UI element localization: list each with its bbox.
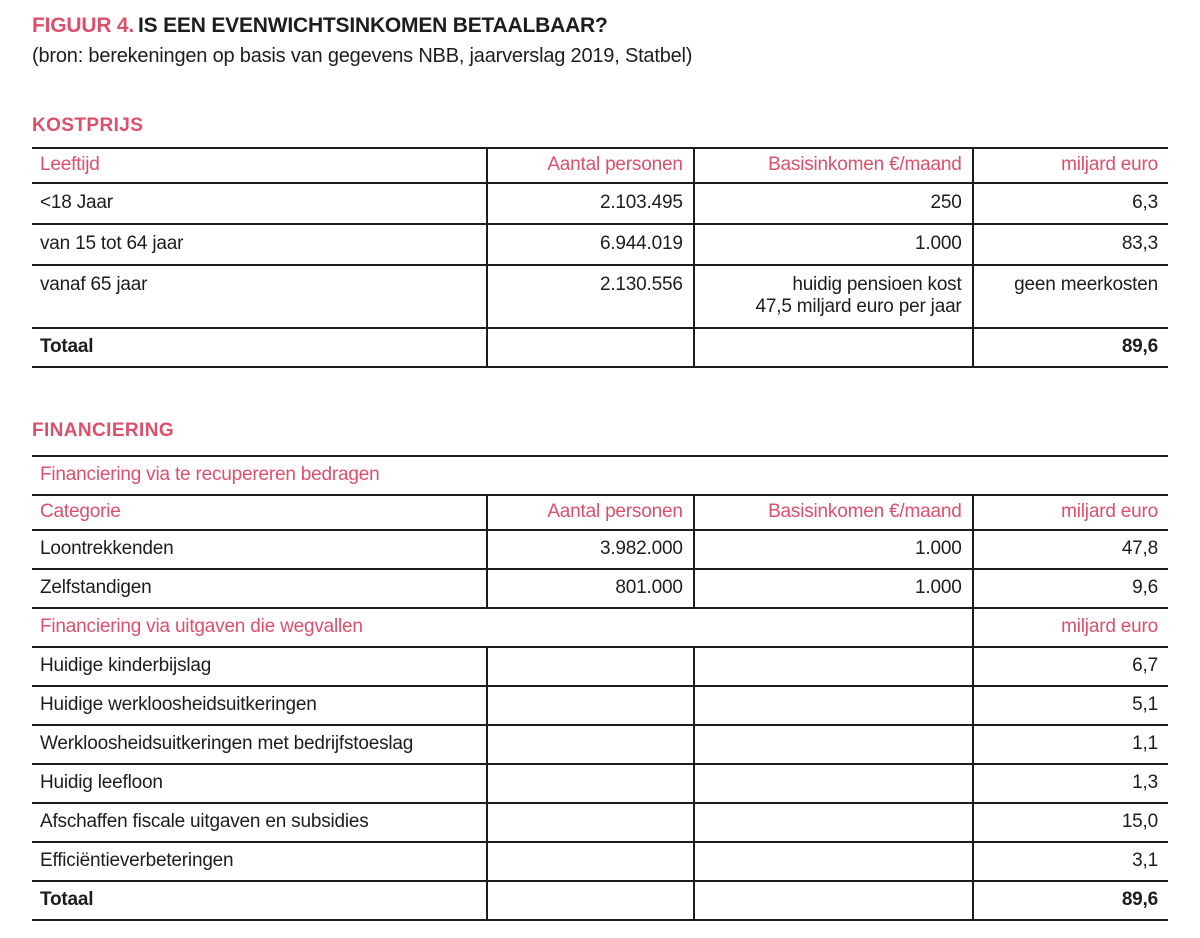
column-header-basisinkomen: Basisinkomen €/maand (694, 495, 973, 530)
cell-miljard-euro: 3,1 (973, 842, 1168, 881)
cell-aantal-personen: 2.103.495 (487, 183, 694, 224)
cell-basisinkomen: 1.000 (694, 530, 973, 569)
cell-categorie: Zelfstandigen (32, 569, 487, 608)
cell-basisinkomen-pension-note (694, 265, 973, 328)
cell-empty (694, 881, 973, 920)
unit-miljard-euro: miljard euro (973, 608, 1168, 647)
cell-aantal-personen: 6.944.019 (487, 224, 694, 265)
kostprijs-total-row (32, 328, 1168, 367)
cell-aantal-personen: 801.000 (487, 569, 694, 608)
cell-miljard-euro: 47,8 (973, 530, 1168, 569)
cell-empty (487, 686, 694, 725)
column-header-aantal-personen: Aantal personen (487, 495, 694, 530)
table-row-kinderbijslag (32, 647, 1168, 686)
cell-categorie: Loontrekkenden (32, 530, 487, 569)
pension-note-line2: 47,5 miljard euro per jaar (755, 296, 962, 317)
cell-basisinkomen: 250 (694, 183, 973, 224)
cell-miljard-euro: 15,0 (973, 803, 1168, 842)
cell-empty (694, 803, 973, 842)
column-header-miljard-euro: miljard euro (973, 148, 1168, 183)
pension-note-line1: huidig pensioen kost (792, 274, 962, 295)
cell-empty (487, 842, 694, 881)
cell-leeftijd: vanaf 65 jaar (32, 265, 487, 328)
cell-miljard-euro: geen meerkosten (973, 265, 1168, 328)
cell-miljard-euro: 1,1 (973, 725, 1168, 764)
cell-empty (694, 842, 973, 881)
cell-categorie: Werkloosheidsuitkeringen met bedrijfstoeslag (32, 725, 487, 764)
column-header-categorie: Categorie (32, 495, 487, 530)
cell-aantal-personen: 3.982.000 (487, 530, 694, 569)
cell-empty (487, 764, 694, 803)
financiering-total-row (32, 881, 1168, 920)
cell-empty (694, 764, 973, 803)
figure-label: FIGUUR 4. (32, 14, 135, 37)
cell-empty (487, 647, 694, 686)
financiering-subheading2-row (32, 608, 1168, 647)
cell-aantal-personen: 2.130.556 (487, 265, 694, 328)
cell-total-label: Totaal (32, 881, 487, 920)
cell-basisinkomen: 1.000 (694, 224, 973, 265)
cell-miljard-euro: 9,6 (973, 569, 1168, 608)
table-row-zelfstandigen (32, 569, 1168, 608)
kostprijs-table (32, 147, 1168, 368)
section-heading-kostprijs: KOSTPRIJS (32, 115, 144, 136)
financiering-subheading-row (32, 456, 1168, 495)
column-header-basisinkomen: Basisinkomen €/maand (694, 148, 973, 183)
cell-categorie: Afschaffen fiscale uitgaven en subsidies (32, 803, 487, 842)
cell-categorie: Huidige kinderbijslag (32, 647, 487, 686)
cell-miljard-euro: 6,3 (973, 183, 1168, 224)
table-row-15-64 (32, 224, 1168, 265)
figure-source: (bron: berekeningen op basis van gegevens NBB, jaarverslag 2019, Statbel) (32, 45, 693, 67)
table-row-65-plus (32, 265, 1168, 328)
kostprijs-header-row (32, 148, 1168, 183)
section-heading-financiering: FINANCIERING (32, 420, 175, 441)
table-row-bedrijfstoeslag (32, 725, 1168, 764)
cell-categorie: Huidige werkloosheidsuitkeringen (32, 686, 487, 725)
column-header-leeftijd: Leeftijd (32, 148, 487, 183)
cell-categorie: Efficiëntieverbeteringen (32, 842, 487, 881)
figure-title: IS EEN EVENWICHTSINKOMEN BETAALBAAR? (138, 14, 608, 37)
column-header-miljard-euro: miljard euro (973, 495, 1168, 530)
financiering-header-row (32, 495, 1168, 530)
cell-empty (694, 328, 973, 367)
cell-empty (487, 881, 694, 920)
figure-title-row (32, 13, 1168, 39)
column-header-aantal-personen: Aantal personen (487, 148, 694, 183)
cell-empty (694, 686, 973, 725)
cell-categorie: Huidig leefloon (32, 764, 487, 803)
cell-miljard-euro: 5,1 (973, 686, 1168, 725)
table-row-loontrekkenden (32, 530, 1168, 569)
cell-total-value: 89,6 (973, 881, 1168, 920)
cell-leeftijd: <18 Jaar (32, 183, 487, 224)
subheading-uitgaven-wegvallen: Financiering via uitgaven die wegvallen (32, 608, 973, 647)
cell-empty (487, 725, 694, 764)
cell-basisinkomen: 1.000 (694, 569, 973, 608)
financiering-table (32, 455, 1168, 921)
cell-empty (694, 647, 973, 686)
subheading-recupereren: Financiering via te recupereren bedragen (32, 456, 1168, 495)
cell-miljard-euro: 1,3 (973, 764, 1168, 803)
table-row-under-18 (32, 183, 1168, 224)
table-row-fiscale-uitgaven (32, 803, 1168, 842)
table-row-efficientieverbeteringen (32, 842, 1168, 881)
cell-empty (487, 803, 694, 842)
cell-miljard-euro: 6,7 (973, 647, 1168, 686)
table-row-werkloosheidsuitkeringen (32, 686, 1168, 725)
cell-total-label: Totaal (32, 328, 487, 367)
cell-total-value: 89,6 (973, 328, 1168, 367)
cell-leeftijd: van 15 tot 64 jaar (32, 224, 487, 265)
table-row-leefloon (32, 764, 1168, 803)
cell-empty (487, 328, 694, 367)
cell-miljard-euro: 83,3 (973, 224, 1168, 265)
cell-empty (694, 725, 973, 764)
